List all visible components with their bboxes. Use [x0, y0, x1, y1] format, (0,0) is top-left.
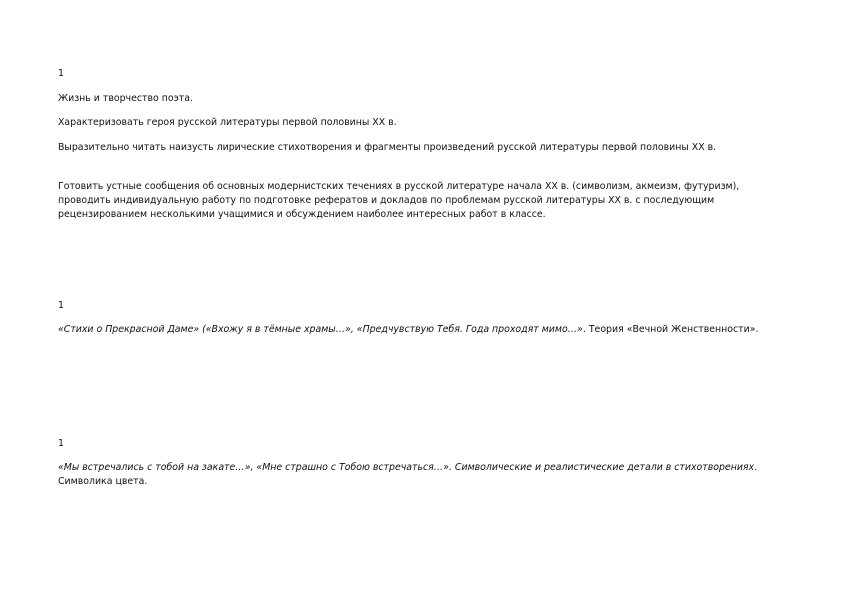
section2-theory-text: . Теория «Вечной Женственности». — [582, 324, 759, 335]
section2-works-italic: «Стихи о Прекрасной Даме» («Вхожу я в тёмные храмы…», «Предчувствую Тебя. Года проходят мимо…» — [58, 324, 583, 335]
section2-topic — [58, 323, 793, 337]
section1-goal-2: Выразительно читать наизусть лирические стихотворения и фрагменты произведений русской литературы первой половины XX в. — [58, 142, 717, 153]
section1-number: 1 — [58, 68, 64, 79]
section1-goal-1: Характеризовать героя русской литературы первой половины XX в. — [58, 117, 397, 128]
section3-symbolism-text: . Символика цвета. — [58, 462, 758, 487]
section1-title: Жизнь и творчество поэта. — [58, 93, 193, 104]
section2-number: 1 — [58, 300, 64, 311]
section3-topic — [58, 461, 793, 489]
section3-number: 1 — [58, 438, 64, 449]
section3-works-italic: «Мы встречались с тобой на закате…», «Мне страшно с Тобою встречаться…». Символические и реалистические детали в стихотворениях — [58, 462, 755, 473]
section1-goal-3: Готовить устные сообщения об основных модернистских течениях в русской литературе начала XX в. (символизм, акмеизм, футуризм), проводить индивидуальную работу по подготовке рефератов и докладов по проблемам русской литературы XX в. с последующим рецензированием несколькими учащимися и обсуждением наиболее интересных работ в классе. — [58, 181, 740, 220]
